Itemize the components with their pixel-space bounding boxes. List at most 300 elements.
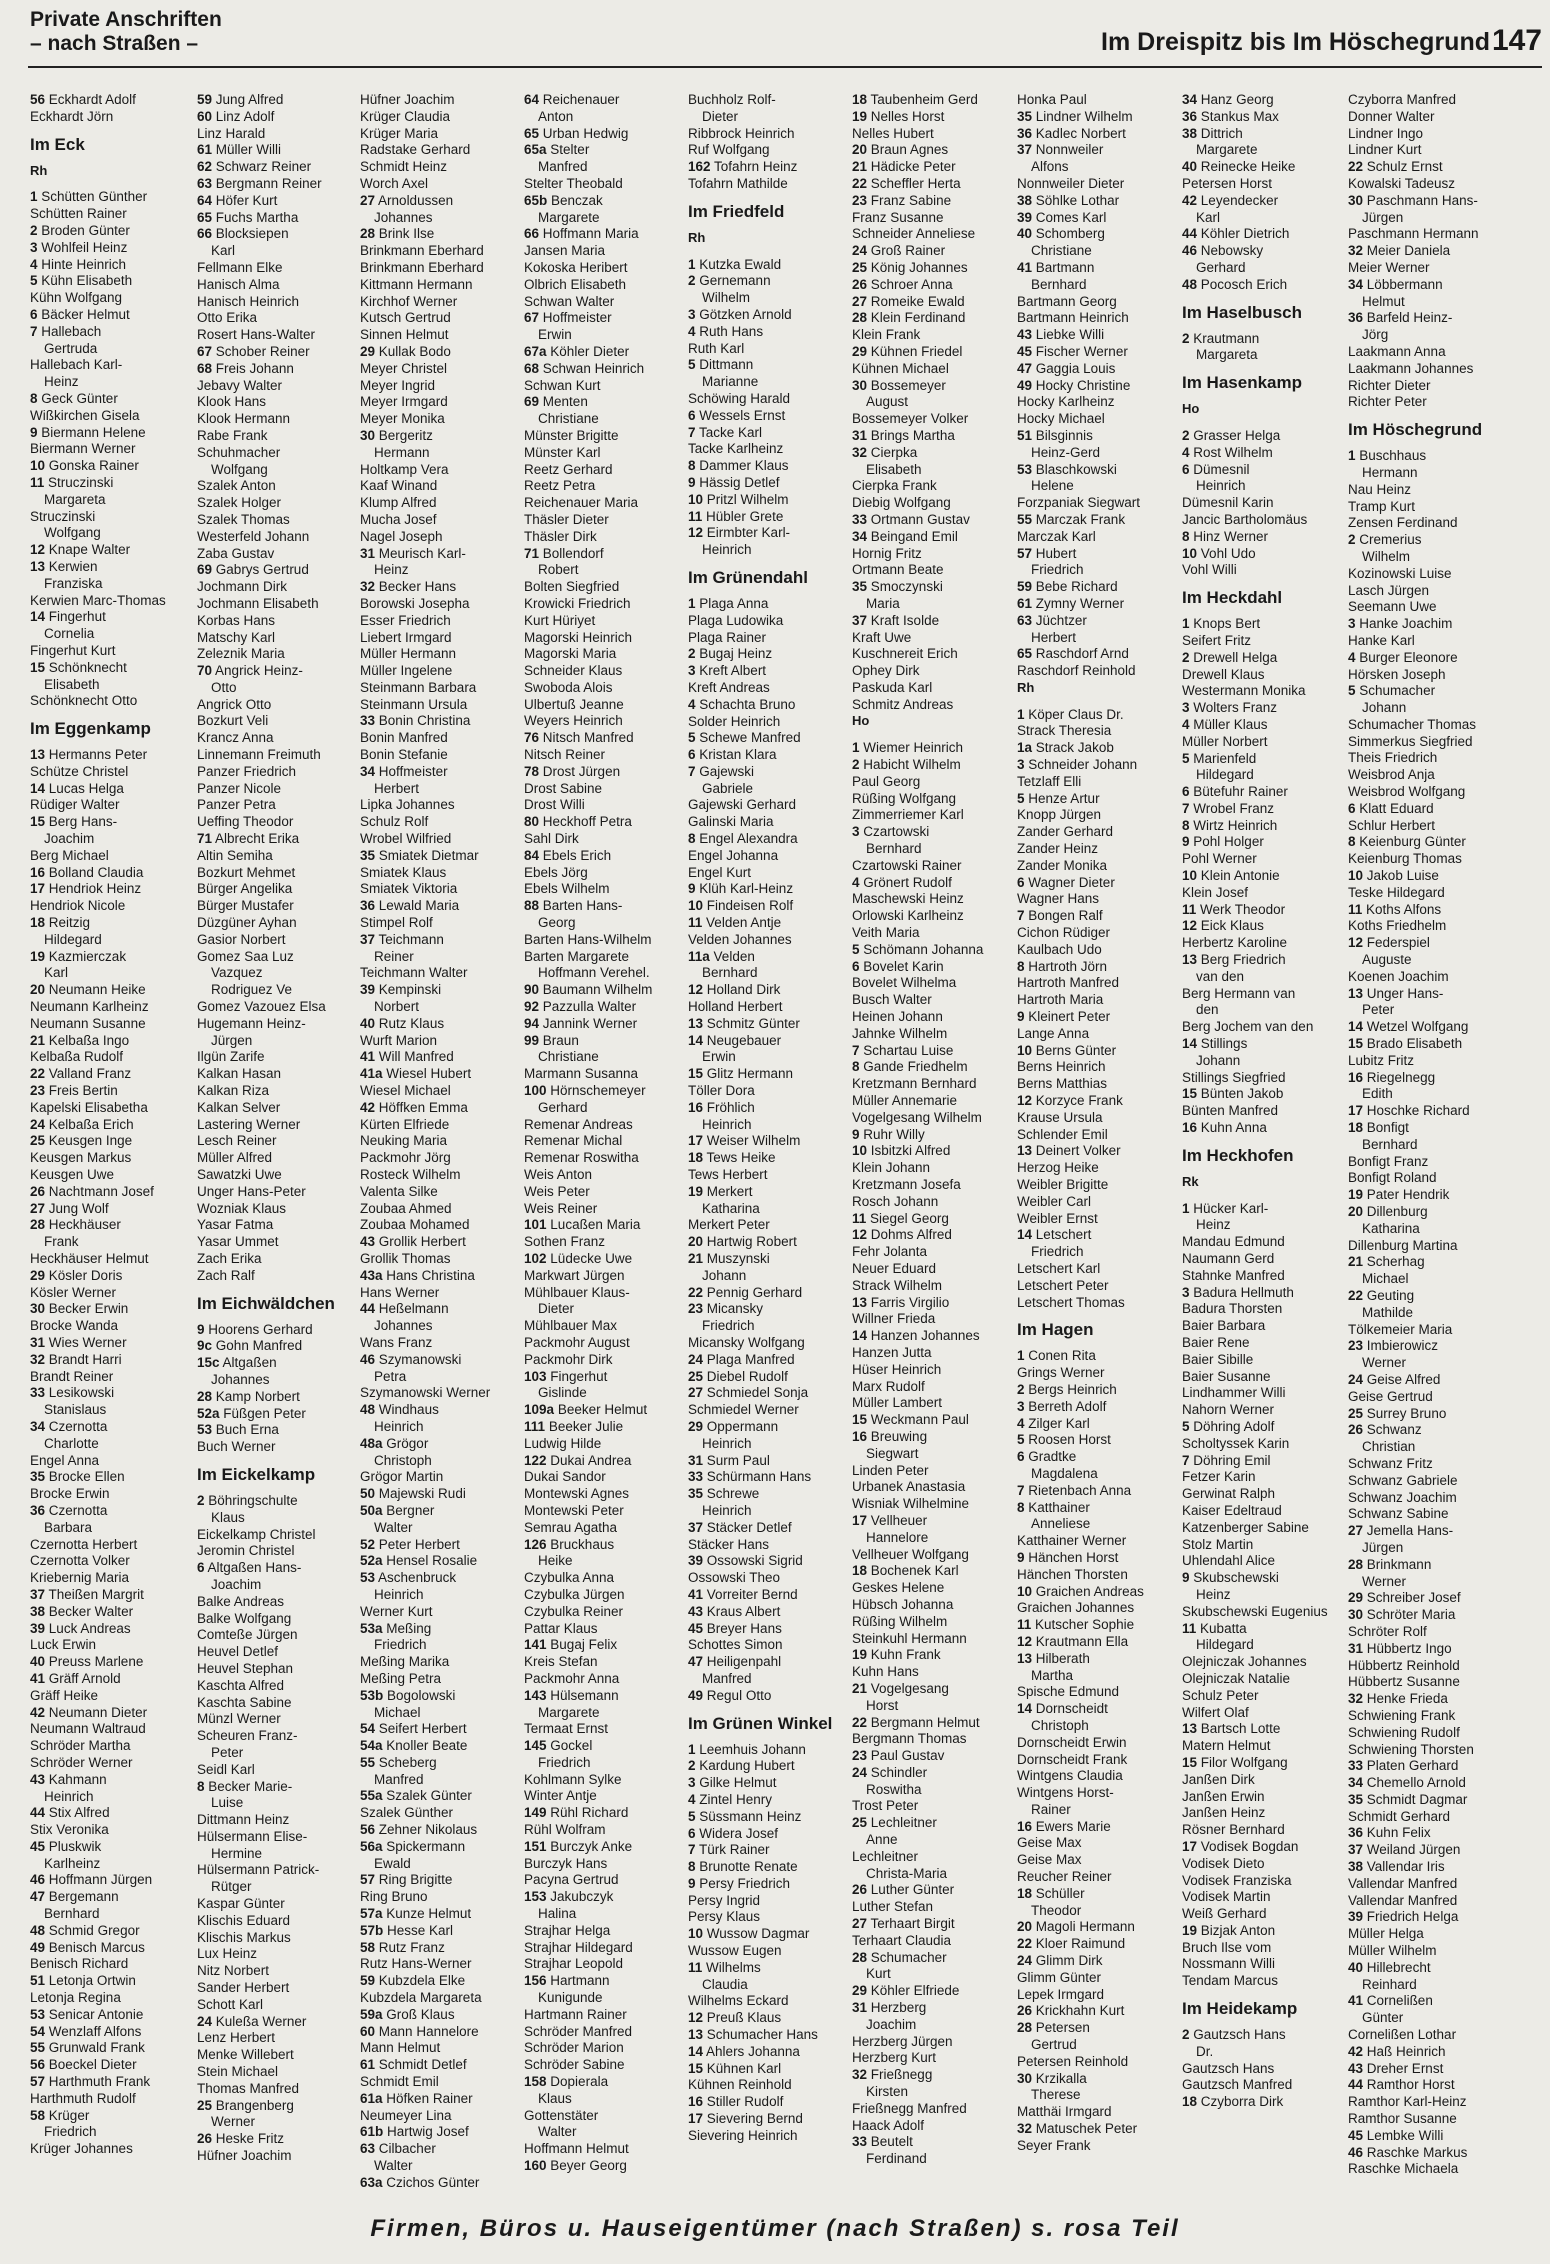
resident-name: Elisabeth [44,676,100,692]
resident-name: Schindler [870,1764,928,1780]
resident-entry [852,1815,1010,1832]
resident-name: Lewald Maria [378,898,460,914]
resident-name: Manfred [702,1670,752,1686]
resident-entry [360,1822,518,1839]
house-number: 9 [852,1126,860,1142]
house-number: 6 [688,407,696,423]
house-number: 5 [688,357,696,373]
resident-continuation [524,1755,682,1772]
resident-name: Cierpka Frank [852,478,937,494]
resident-name: Pennig Gerhard [706,1284,803,1300]
resident-entry [197,1527,355,1544]
resident-name: Eckhardt Adolf [48,92,136,107]
resident-continuation [1017,1802,1175,1819]
resident-name: Plaga Manfred [706,1351,795,1367]
resident-name: Becker Marie- [208,1778,293,1794]
resident-name: Gautzsch Manfred [1182,2077,1293,2093]
resident-entry [30,1503,190,1520]
house-number: 122 [524,1452,547,1468]
resident-name: Kittmann Hermann [360,276,473,292]
resident-entry [197,898,355,915]
resident-name: Hoffmann Jürgen [48,1872,153,1888]
resident-entry [197,546,355,563]
resident-name: Lechleitner [852,1848,919,1864]
resident-name: Peter [211,1744,244,1760]
resident-entry [360,1755,518,1772]
resident-name: Klein Frank [852,327,921,343]
resident-entry [360,680,518,697]
resident-entry [1017,1143,1175,1160]
resident-entry [524,294,682,311]
resident-name: Hörsken Joseph [1348,666,1446,682]
resident-entry [30,1889,190,1906]
resident-entry [360,411,518,428]
house-number: 12 [30,542,46,558]
resident-entry [524,1570,682,1587]
resident-name: Linden Peter [852,1462,929,1478]
resident-entry [688,2044,846,2061]
house-number: 8 [688,1859,696,1875]
resident-name: Gerhard [1196,259,1246,275]
resident-entry [360,965,518,982]
resident-name: Bebe Richard [1035,579,1118,595]
resident-entry [197,378,355,395]
directory-column [1017,92,1175,2200]
resident-name: Dr. [1196,2043,1214,2059]
resident-entry [1182,1352,1342,1369]
resident-entry [524,1167,682,1184]
house-number: 20 [30,982,46,998]
resident-continuation [852,394,1010,411]
house-number: 15 [688,1066,704,1082]
resident-entry [360,1839,518,1856]
resident-entry [1182,1537,1342,1554]
resident-entry [852,411,1010,428]
resident-name: Nebowsky [1200,243,1264,259]
resident-entry [197,596,355,613]
resident-name: Reinhard [1362,1976,1417,1992]
resident-entry [360,1352,518,1369]
resident-name: Pohl Werner [1182,851,1257,867]
resident-entry [197,1150,355,1167]
resident-entry [197,747,355,764]
resident-name: Hocky Karlheinz [1017,394,1115,410]
resident-entry [852,807,1010,824]
resident-entry [360,1956,518,1973]
resident-continuation [1017,1718,1175,1735]
resident-name: Gräff Heike [30,1687,99,1703]
resident-name: Kozinowski Luise [1348,565,1452,581]
resident-name: Bergmann Helmut [870,1714,980,1730]
resident-entry [688,1301,846,1318]
resident-entry [1348,2094,1538,2111]
resident-entry [688,1066,846,1083]
house-number: 19 [1182,1922,1198,1938]
resident-name: Müller Norbert [1182,733,1268,749]
resident-name: Becker Hans [378,579,457,595]
resident-name: Kirchhof Werner [360,293,458,309]
resident-entry [524,1889,682,1906]
resident-entry [1182,1688,1342,1705]
resident-name: Schwan Kurt [524,377,601,393]
resident-entry [1182,2094,1342,2111]
resident-name: Stix Veronika [30,1822,109,1838]
resident-name: Marmann Susanna [524,1066,639,1082]
house-number: 8 [1182,817,1190,833]
resident-entry [688,159,846,176]
house-number: 62 [197,159,213,175]
resident-entry [197,428,355,445]
resident-name: Gohn Manfred [215,1338,303,1354]
resident-name: Hesse Karl [387,1922,454,1938]
resident-name: Katharina [702,1200,760,1216]
resident-continuation [1017,1244,1175,1261]
resident-entry [1017,791,1175,808]
resident-name: Galinski Maria [688,814,774,830]
resident-name: Bonin Christina [378,713,471,729]
house-number: 54a [360,1738,383,1754]
resident-name: Berreth Adolf [1028,1398,1107,1414]
resident-name: Liebert Irmgard [360,629,452,645]
resident-entry [1017,2020,1175,2037]
resident-name: Menten [542,394,588,410]
resident-entry [524,1923,682,1940]
house-number: 39 [1348,1909,1364,1925]
house-number: 9 [197,1321,205,1337]
street-heading: Im Haselbusch [1182,302,1302,322]
resident-continuation [197,1879,355,1896]
resident-name: Söhlke Lothar [1035,192,1120,208]
resident-name: Heinz [1196,1217,1231,1233]
house-number: 43 [1017,327,1033,343]
resident-entry [360,1788,518,1805]
house-number: 8 [1348,834,1356,850]
district-code: Rk [1182,1173,1199,1189]
resident-name: Mandau Edmund [1182,1234,1285,1250]
resident-entry [524,1486,682,1503]
resident-entry [30,881,190,898]
resident-name: Markwart Jürgen [524,1267,625,1283]
resident-name: Hildegard [1196,1637,1254,1653]
resident-entry [1182,1654,1342,1671]
resident-entry [360,713,518,730]
resident-entry [688,747,846,764]
resident-name: Margarete [538,209,600,225]
resident-name: Roosen Horst [1028,1432,1111,1448]
resident-name: Margarete [1196,142,1258,158]
resident-name: Krautmann [1193,330,1260,346]
resident-entry [1182,1318,1342,1335]
resident-entry [1182,717,1342,734]
resident-name: Benisch Richard [30,1956,129,1972]
resident-name: Meyer Ingrid [360,377,436,393]
resident-name: Wintgens Claudia [1017,1768,1123,1784]
resident-name: Ossowski Sigrid [706,1553,803,1569]
resident-entry [1017,327,1175,344]
resident-continuation [1017,1466,1175,1483]
resident-name: Nachtmann Josef [48,1183,154,1199]
house-number: 69 [524,394,540,410]
resident-name: Dittmann [699,357,754,373]
resident-entry [30,1637,190,1654]
resident-name: Surrey Bruno [1366,1405,1447,1421]
house-number: 15 [1182,1754,1198,1770]
resident-continuation [1348,952,1538,969]
resident-entry [1348,1473,1538,1490]
resident-name: Hillebrecht [1366,1959,1431,1975]
resident-name: Kreft Albert [699,663,767,679]
resident-entry [1182,445,1342,462]
resident-name: Packmohr Jörg [360,1150,451,1166]
resident-name: Weiser Wilhelm [706,1133,801,1149]
resident-name: Stelter Theobald [524,175,623,191]
resident-name: Münster Karl [524,444,601,460]
resident-entry [688,1960,846,1977]
house-number: 16 [688,2094,704,2110]
house-number: 35 [1348,1791,1364,1807]
house-number: 14 [852,1328,868,1344]
house-number: 56 [30,2057,46,2073]
house-number: 12 [1348,935,1364,951]
house-number: 63 [197,175,213,191]
resident-name: Katthainer [1028,1499,1090,1515]
resident-entry [852,1547,1010,1564]
resident-entry [1182,2077,1342,2094]
house-number: 2 [1182,427,1190,443]
house-number: 9 [1017,1009,1025,1025]
resident-name: Heinrich [1196,478,1246,494]
resident-entry [688,441,846,458]
resident-name: Letschert [1035,1227,1092,1243]
resident-name: Letonja Ortwin [48,1973,136,1989]
resident-continuation [1348,1137,1538,1154]
resident-name: Wilhelm [702,290,751,306]
resident-name: Kardung Hubert [699,1758,795,1774]
house-number: 16 [1017,1818,1033,1834]
resident-name: Hüfner Joachim [360,92,455,107]
resident-name: Götzken Arnold [699,306,792,322]
resident-name: Comes Karl [1035,209,1107,225]
resident-name: Marianne [702,374,759,390]
resident-name: Bünten Manfred [1182,1103,1279,1119]
house-number: 55 [30,2040,46,2056]
house-number: 53a [360,1620,383,1636]
house-number: 48 [360,1402,376,1418]
resident-continuation [197,680,355,697]
resident-name: Buschhaus [1359,448,1427,464]
resident-entry [1017,1009,1175,1026]
resident-name: Teichmann Walter [360,965,468,981]
resident-entry [688,2027,846,2044]
house-number: 48 [30,1922,46,1938]
resident-name: Müller Annemarie [852,1093,958,1109]
resident-entry [524,529,682,546]
resident-name: Joachim [44,831,95,847]
resident-name: Bergmann Reiner [215,175,322,191]
resident-name: Cierpka [870,444,918,460]
resident-name: Auguste [1362,952,1412,968]
resident-continuation [360,1520,518,1537]
house-number: 21 [1348,1254,1364,1270]
resident-entry [30,1587,190,1604]
resident-entry [688,1016,846,1033]
house-number: 8 [1017,958,1025,974]
resident-entry [852,858,1010,875]
resident-entry [1348,344,1538,361]
resident-name: Luther Günter [870,1882,955,1898]
resident-entry [360,1217,518,1234]
resident-name: Kokoska Heribert [524,259,628,275]
resident-entry [1182,2061,1342,2078]
resident-name: Neumann Dieter [48,1704,148,1720]
resident-entry [1017,495,1175,512]
resident-name: Bruckhaus [550,1536,615,1552]
house-number: 7 [688,1842,696,1858]
house-number: 29 [360,343,376,359]
resident-entry [688,764,846,781]
resident-name: Kloer Raimund [1035,1936,1126,1952]
resident-entry [1017,774,1175,791]
resident-entry [1017,1785,1175,1802]
resident-name: Ruhr Willy [863,1126,925,1142]
resident-name: Bergs Heinrich [1028,1381,1117,1397]
resident-entry [688,1842,846,1859]
house-number: 27 [852,293,868,309]
house-number: 10 [1017,1583,1033,1599]
resident-name: Heinrich [702,542,752,558]
house-number: 25 [197,2097,213,2113]
house-number: 7 [688,424,696,440]
resident-name: Hörnschemeyer [550,1083,646,1099]
resident-name: Becker Erwin [48,1301,129,1317]
resident-entry [30,982,190,999]
resident-name: Rutz Franz [378,1939,445,1955]
resident-name: Neugebauer [706,1032,782,1048]
resident-name: Köhler Dietrich [1200,226,1290,242]
resident-name: Werner [211,2114,256,2130]
resident-entry [360,730,518,747]
resident-entry [1017,529,1175,546]
resident-name: Farris Virgilio [870,1294,950,1310]
resident-entry [197,1355,355,1372]
house-number: 29 [852,1983,868,1999]
resident-name: Thäsler Dieter [524,511,609,527]
resident-continuation [30,677,190,694]
resident-name: Beutelt [870,2134,913,2150]
resident-continuation [852,1866,1010,1883]
resident-entry [360,226,518,243]
resident-entry [524,495,682,512]
house-number: 23 [852,192,868,208]
resident-continuation [197,1795,355,1812]
resident-name: Nitsch Reiner [524,747,606,763]
resident-name: Meyer Monika [360,411,445,427]
resident-name: Grollik Thomas [360,1250,451,1266]
resident-name: Zehner Nikolaus [378,1822,478,1838]
resident-entry [197,142,355,159]
resident-entry [1017,1869,1175,1886]
resident-name: Zeleznik Maria [197,646,285,662]
resident-name: Linnemann Freimuth [197,747,321,763]
house-number: 71 [524,545,540,561]
resident-entry [688,1453,846,1470]
resident-name: Lenz Herbert [197,2030,276,2046]
resident-name: Meßing [386,1620,432,1636]
resident-name: Harthmuth Rudolf [30,2090,136,2106]
resident-name: Radstake Gerhard [360,142,471,158]
resident-name: Bruch Ilse vom [1182,1939,1272,1955]
resident-entry [1348,277,1538,294]
house-number: 11 [688,915,703,931]
resident-name: Wisniak Wilhelmine [852,1496,970,1512]
resident-entry [688,525,846,542]
house-number: 46 [1182,243,1198,259]
resident-entry [1017,1059,1175,1076]
resident-entry [1348,515,1538,532]
resident-name: Friedrich [702,1318,755,1334]
resident-entry [852,310,1010,327]
resident-name: Michael [1362,1271,1409,1287]
resident-entry [524,1688,682,1705]
resident-name: Hanisch Heinrich [197,293,300,309]
house-number: 25 [30,1133,46,1149]
resident-entry [688,357,846,374]
resident-name: Brado Elisabeth [1366,1036,1463,1052]
house-number: 44 [30,1805,46,1821]
resident-entry [524,1503,682,1520]
resident-name: Packmohr Anna [524,1670,620,1686]
resident-entry [1348,851,1538,868]
resident-name: Lubitz Fritz [1348,1052,1415,1068]
resident-entry [1348,599,1538,616]
resident-entry [1182,700,1342,717]
resident-name: Eirmbter Karl- [706,525,791,541]
resident-name: Schüller [1035,1885,1085,1901]
resident-continuation [1182,210,1342,227]
house-number: 40 [30,1654,46,1670]
resident-name: Boeckel Dieter [48,2057,137,2073]
house-number: 3 [688,663,696,679]
resident-name: Heinrich [702,1502,752,1518]
house-number: 33 [688,1469,704,1485]
resident-entry [360,1889,518,1906]
house-number: 59 [197,92,213,107]
resident-name: Seemann Uwe [1348,599,1437,615]
resident-name: Klaus [538,2090,572,2106]
resident-name: Stillings Siegfried [1182,1069,1286,1085]
resident-name: Helmut [1362,293,1405,309]
house-number: 43 [360,1234,376,1250]
resident-entry [1182,92,1342,109]
house-number: 100 [524,1083,547,1099]
resident-name: Hülsemann [550,1687,619,1703]
resident-name: Kempinski [378,982,442,998]
resident-entry [197,1234,355,1251]
resident-continuation [1017,1516,1175,1533]
resident-entry [852,1043,1010,1060]
resident-name: Meurisch Karl- [378,545,466,561]
resident-entry [1348,1103,1538,1120]
resident-name: Pocosch Erich [1200,276,1288,292]
resident-name: Müller Ingelene [360,663,453,679]
resident-entry [197,1711,355,1728]
house-number: 8 [688,831,696,847]
resident-name: Gomez Vazouez Elsa [197,999,326,1015]
resident-name: Ebels Wilhelm [524,881,610,897]
resident-name: Aschenbruck [378,1570,457,1586]
resident-name: Peter [1362,1002,1395,1018]
resident-name: Uhlendahl Alice [1182,1553,1276,1569]
